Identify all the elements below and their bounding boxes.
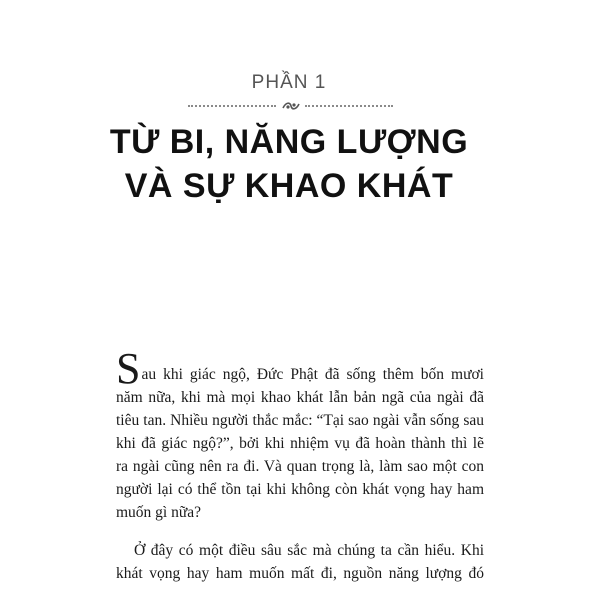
- dotted-rule-left: [188, 105, 276, 107]
- paragraph-line: Ở đây có một điều sâu sắc mà chúng ta cần hiểu. Khi: [134, 542, 484, 559]
- paragraph-line: khát vọng hay ham muốn mất đi, nguồn năng lượng đó: [116, 565, 484, 582]
- ornament-divider: [188, 98, 393, 114]
- drop-cap: S: [116, 344, 141, 393]
- paragraph-line: năm nữa, khi mà mọi khao khát lẫn bản ngã của ngài đã: [116, 389, 484, 406]
- paragraph-1: [116, 344, 484, 524]
- paragraph-line: người lại có thể tồn tại khi không còn khát vọng hay ham: [116, 481, 484, 498]
- flourish-icon: [281, 98, 301, 114]
- paragraph-line: [116, 344, 484, 393]
- dotted-rule-right: [305, 105, 393, 107]
- chapter-title-line-2: VÀ SỰ KHAO KHÁT: [124, 167, 454, 205]
- paragraph-line-text: au khi giác ngộ, Đức Phật đã sống thêm bốn mươi: [141, 366, 484, 383]
- chapter-title-line-1: TỪ BI, NĂNG LƯỢNG: [109, 123, 469, 161]
- paragraph-line: muốn gì nữa?: [116, 504, 202, 521]
- paragraph-2: [116, 539, 484, 585]
- paragraph-line: khi đã giác ngộ?”, bởi khi nhiệm vụ đã hoàn thành thì lẽ: [116, 435, 484, 452]
- paragraph-line: tiêu tan. Nhiều người thắc mắc: “Tại sao ngài vẫn sống sau: [116, 412, 484, 429]
- paragraph-line: ra ngài cũng nên ra đi. Và quan trọng là, làm sao một con: [116, 458, 484, 475]
- part-label: PHẦN 1: [251, 72, 327, 93]
